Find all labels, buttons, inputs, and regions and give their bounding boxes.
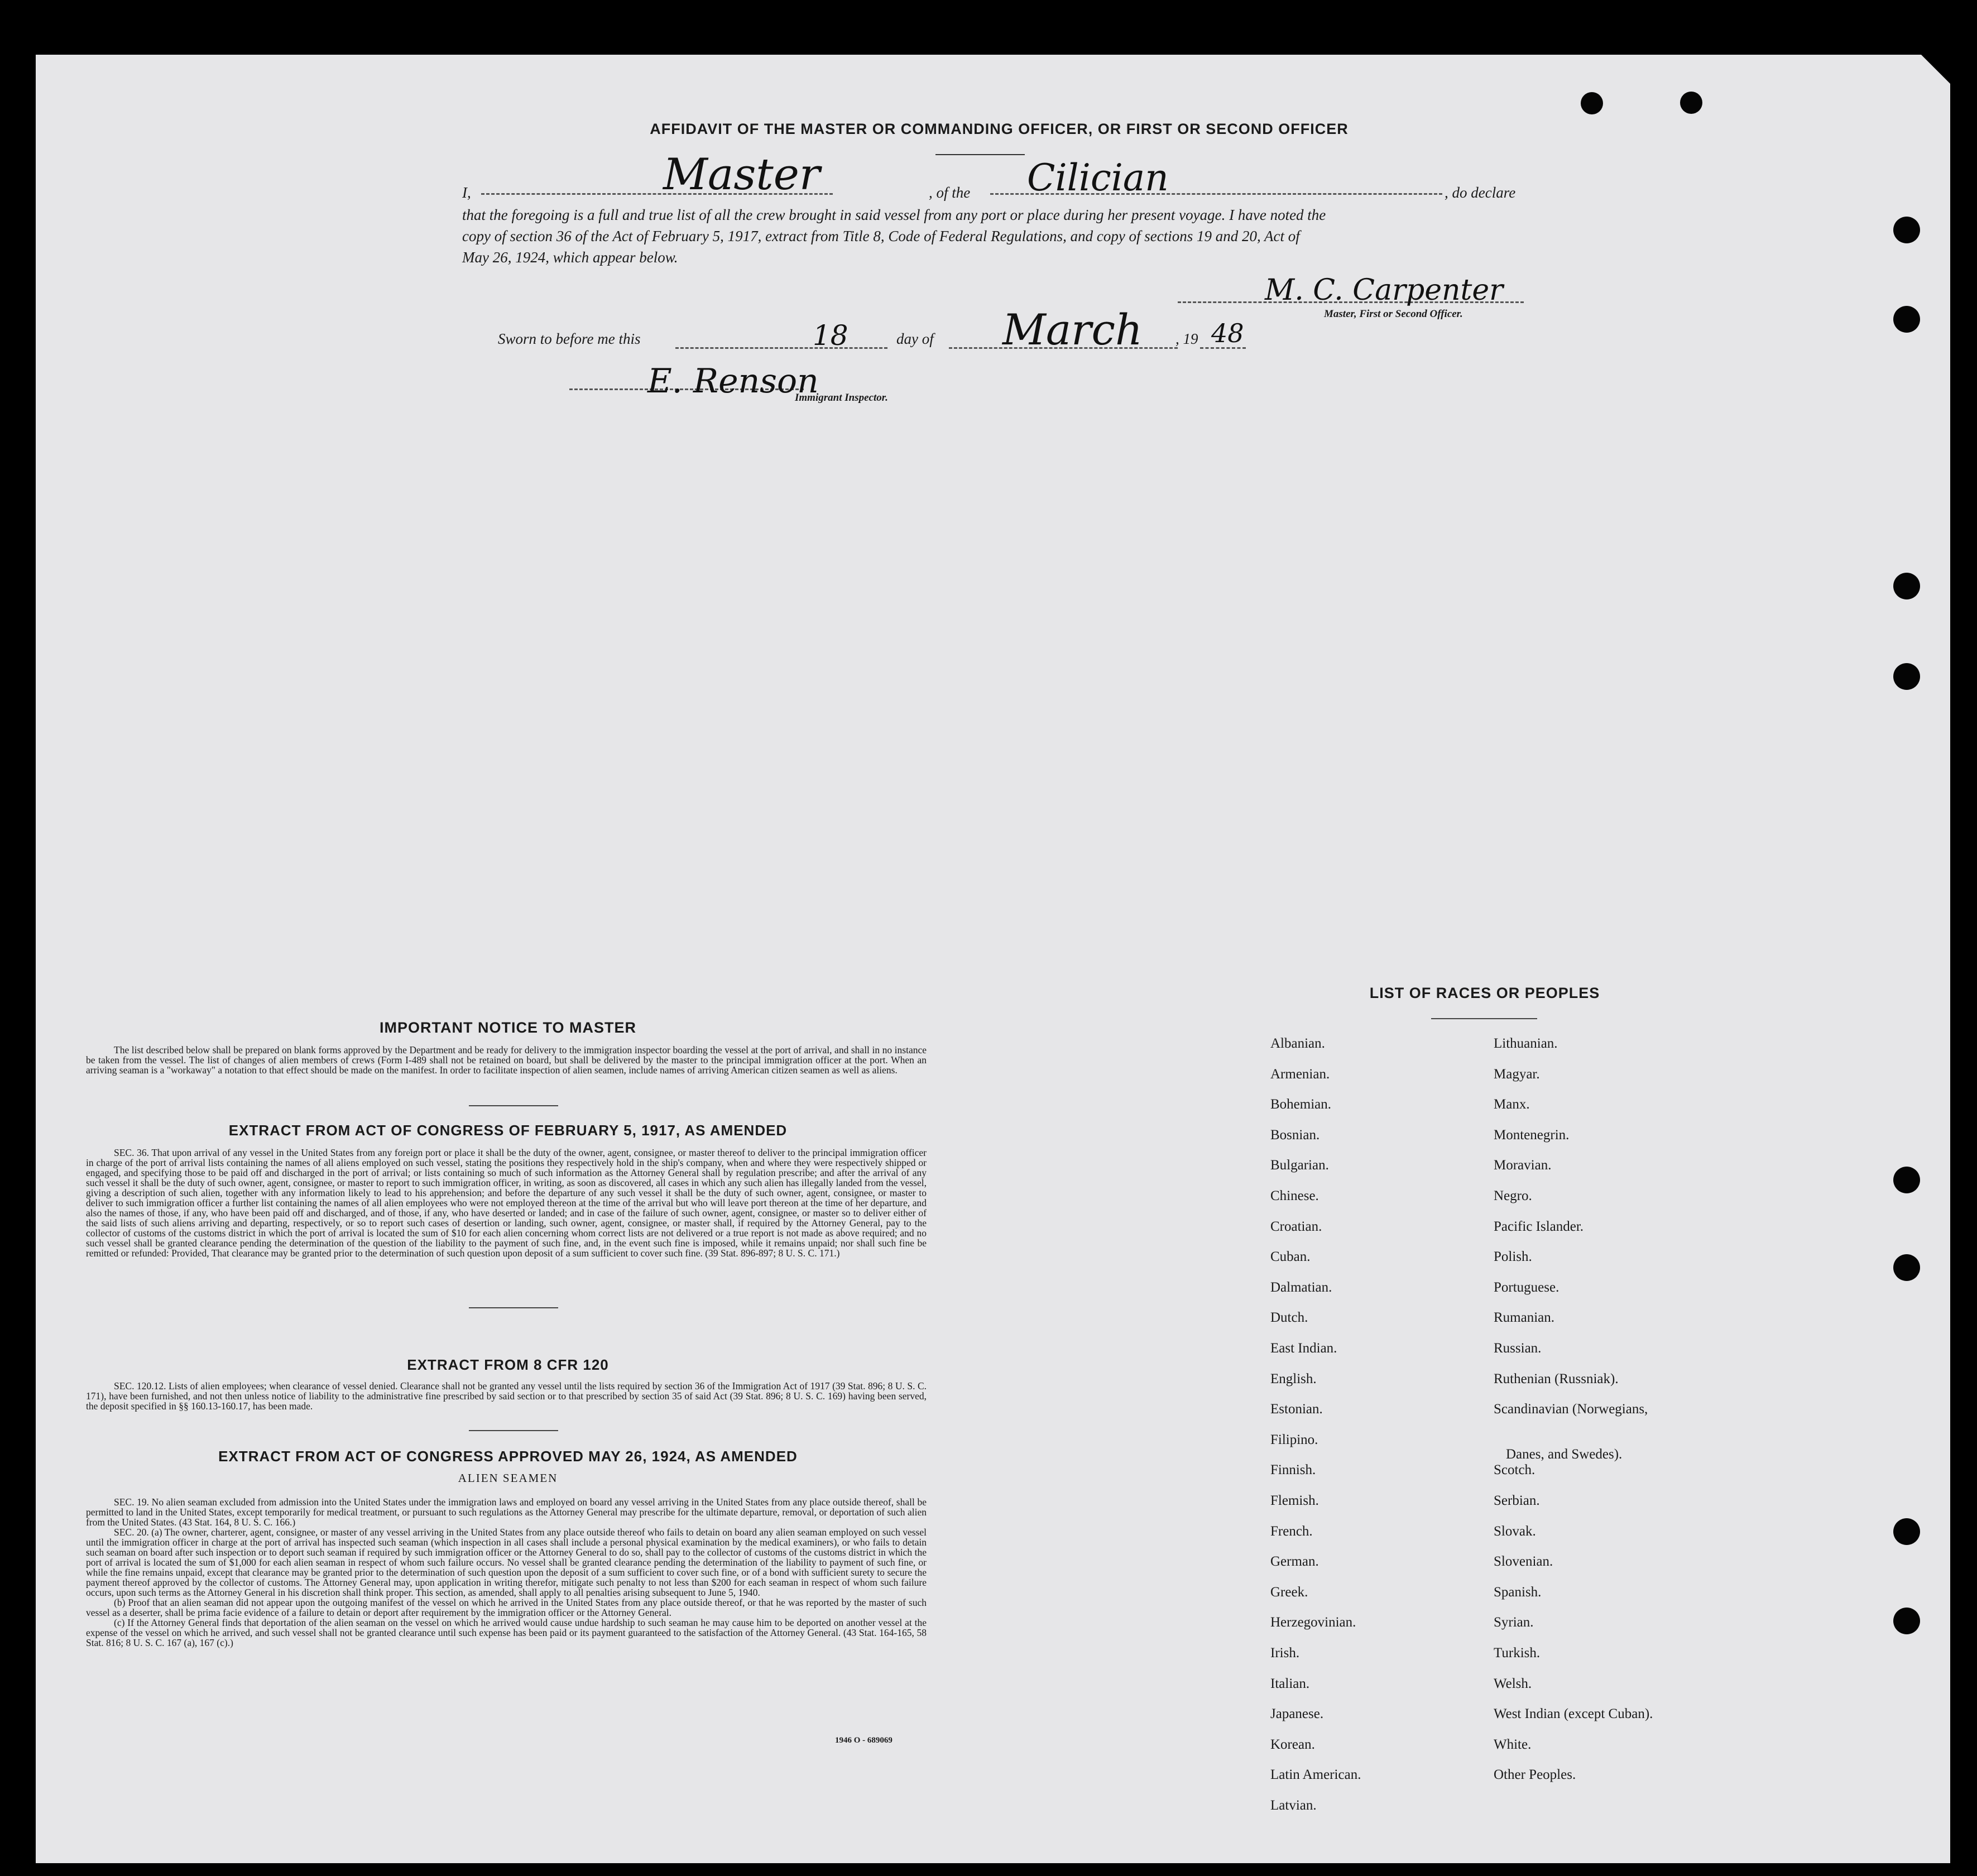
vessel-handwriting: Cilician [1027, 156, 1169, 199]
race-item: Spanish. [1494, 1584, 1542, 1600]
punch-hole [1893, 217, 1920, 243]
race-item: Bohemian. [1270, 1097, 1332, 1112]
races-title: LIST OF RACES OR PEOPLES [1369, 985, 1600, 1001]
race-item: Irish. [1270, 1645, 1300, 1661]
race-item: Cuban. [1270, 1249, 1311, 1265]
race-item: Rumanian. [1494, 1310, 1555, 1326]
race-item: Dutch. [1270, 1310, 1308, 1326]
race-item: Portuguese. [1494, 1279, 1559, 1295]
race-item: Slovenian. [1494, 1554, 1553, 1570]
punch-hole [1893, 1167, 1920, 1193]
race-item: Russian. [1494, 1341, 1542, 1356]
punch-hole [1893, 306, 1920, 333]
vessel-overline [935, 154, 1025, 155]
race-item: Korean. [1270, 1736, 1315, 1752]
extract-1917-title: EXTRACT FROM ACT OF CONGRESS OF FEBRUARY 5, 1917, AS AMENDED [228, 1122, 788, 1139]
punch-hole [1893, 1518, 1920, 1545]
race-item: Moravian. [1494, 1158, 1552, 1173]
declaration-line-2: copy of section 36 of the Act of February 5, 1917, extract from Title 8, Code of Federal Regulations, and copy of sections 19 and 20, Act of [462, 228, 1300, 244]
race-item: Lithuanian. [1494, 1036, 1558, 1051]
inspector-signature: E. Renson [647, 362, 819, 401]
extract-1917-text: SEC. 36. That upon arrival of any vessel in the United States from any foreign port or place it shall be the duty of the owner, agent, consignee, or master thereof to deliver to the principal immigration officer in charge of the port of arrival lists containing the names of all aliens employed on such vessel, stating the positions they respectively hold in the ship's company, when and where they were respectively shipped or engaged, and specifying those to be paid off and discharged in the port of arrival; or lists containing so much of such information as the Attorney General shall by regulation prescribe; and after the arrival of any such vessel it shall be the duty of such owner, agent, consignee, or master to report to such immigration officer, in writing, as soon as discovered, all cases in which any such alien has illegally landed from the vessel, giving a description of such alien, together with any information likely to lead to his apprehension; and before the departure of any such vessel it shall be the duty of such owner, agent, consignee, or master to deliver to such immigration officer a further list containing the names of all alien employees who were not employed thereon at the time of the arrival but who will leave port thereon at the time of her departure, and also the names of those, if any, who have been paid off and discharged, and of those, if any, who have deserted or landed; and in case of the failure of such owner, agent, consignee, or master so to deliver either of the said lists of such aliens arriving and departing, respectively, or so to report such cases of desertion or landing, such owner, agent, consignee, or master shall, if required by the Attorney General, pay to the collector of customs of the customs district in which the port of arrival is located the sum of $10 for each alien concerning whom correct lists are not delivered or a true report is not made as above required; and no such vessel shall be granted clearance pending the determination of the question of the liability to the payment of such fine, and, in the event such fine is imposed, while it remains unpaid; nor shall such fine be remitted or refunded: Provided, That clearance may be granted prior to the determination of such question upon deposit of a sum sufficient to cover such fine. (39 Stat. 896-897; 8 U. S. C. 171.) [86, 1147, 927, 1259]
race-item: Ruthenian (Russniak). [1494, 1371, 1619, 1386]
race-item: Manx. [1494, 1097, 1530, 1112]
declaration-line-1: that the foregoing is a full and true list of all the crew brought in said vessel from any port or place during her present voyage. I have noted the [462, 207, 1326, 223]
divider [469, 1105, 558, 1106]
sec-20c-text: (c) If the Attorney General finds that deportation of the alien seaman on the vessel on which he arrived would cause undue hardship to such seaman he may cause him to be deported on another vessel at the expense of the vessel on which he arrived, and such vessel shall not be granted clearance until such expense has been paid or its payment guaranteed to the satisfaction of the Attorney General. (43 Stat. 164-165, 58 Stat. 816; 8 U. S. C. 167 (a), 167 (c).) [86, 1617, 927, 1648]
signature-caption: Master, First or Second Officer. [1324, 308, 1463, 320]
race-item: Croatian. [1270, 1218, 1322, 1234]
extract-cfr-text: SEC. 120.12. Lists of alien employees; when clearance of vessel denied. Clearance shall not be granted any vessel until the lists required by section 36 of the Immigration Act of 1917 (39 Stat. 896; 8 U. S. C. 171), have been furnished, and not then unless notice of liability to the administrative fine prescribed by said section or to that prescribed by section 35 of said Act (39 Stat. 896; 8 U. S. C. 169) having been served, the deposit specified in §§ 160.13-160.17, has been made. [86, 1380, 927, 1412]
race-item: Scandinavian (Norwegians, [1494, 1402, 1648, 1417]
race-item: Danes, and Swedes). [1506, 1446, 1623, 1462]
punch-hole [1680, 92, 1702, 114]
sec-19-text: SEC. 19. No alien seaman excluded from admission into the United States under the immigration laws and employed on board any vessel arriving in the United States from any place outside thereof, shall be permitted to land in the United States, except temporarily for medical treatment, or pursuant to such regulations as the Attorney General may prescribe for the ultimate departure, removal, or deportation of such alien from the United States. (43 Stat. 164, 8 U. S. C. 166.) [86, 1496, 927, 1528]
race-item: Welsh. [1494, 1676, 1532, 1691]
race-item: Latin American. [1270, 1767, 1361, 1783]
race-item: Bulgarian. [1270, 1158, 1329, 1173]
year-handwriting: 48 [1211, 318, 1244, 348]
race-item: West Indian (except Cuban). [1494, 1706, 1653, 1722]
declaration-line-3: May 26, 1924, which appear below. [462, 249, 678, 266]
race-item: Estonian. [1270, 1402, 1323, 1417]
day-of-label: day of [896, 330, 934, 347]
race-item: Negro. [1494, 1188, 1532, 1203]
divider [469, 1307, 558, 1308]
divider [469, 1430, 558, 1431]
punch-hole [1893, 573, 1920, 599]
extract-1924-body [86, 1497, 927, 1648]
of-the-label: , of the [929, 184, 971, 201]
punch-hole [1581, 92, 1603, 114]
inspector-caption: Immigrant Inspector. [795, 392, 888, 404]
race-item: Slovak. [1494, 1523, 1536, 1539]
race-item: Scotch. [1494, 1462, 1535, 1478]
race-item: East Indian. [1270, 1341, 1337, 1356]
race-item: Armenian. [1270, 1066, 1330, 1082]
race-item: Japanese. [1270, 1706, 1324, 1722]
race-item: Polish. [1494, 1249, 1532, 1265]
race-item: Pacific Islander. [1494, 1218, 1584, 1234]
race-item: Chinese. [1270, 1188, 1319, 1203]
do-declare-label: , do declare [1445, 184, 1516, 201]
race-item: Finnish. [1270, 1462, 1316, 1478]
race-item: Bosnian. [1270, 1127, 1320, 1143]
extract-cfr-title: EXTRACT FROM 8 CFR 120 [407, 1356, 609, 1373]
print-code: 1946 O - 689069 [835, 1736, 892, 1745]
day-handwriting: 18 [813, 319, 848, 352]
year-prefix: , 19 [1175, 330, 1198, 347]
notice-title: IMPORTANT NOTICE TO MASTER [380, 1019, 636, 1036]
divider [1431, 1018, 1537, 1019]
race-item: Dalmatian. [1270, 1279, 1332, 1295]
punch-hole [1893, 663, 1920, 690]
declaration-block [462, 150, 1529, 268]
sec-20b-text: (b) Proof that an alien seaman did not appear upon the outgoing manifest of the vessel on which he arrived in the United States from any place outside thereof, or that he was reported by the master of such vessel as a deserter, shall be prima facie evidence of a failure to detain or deport after requirement by the immigration officer or the Attorney General. [86, 1597, 927, 1618]
race-item: Magyar. [1494, 1066, 1540, 1082]
race-item: Herzegovinian. [1270, 1615, 1356, 1630]
affidavit-title: AFFIDAVIT OF THE MASTER OR COMMANDING OFFICER, OR FIRST OR SECOND OFFICER [650, 121, 1349, 137]
extract-1924-title: EXTRACT FROM ACT OF CONGRESS APPROVED MAY 26, 1924, AS AMENDED [218, 1448, 798, 1465]
name-handwriting: Master [663, 150, 820, 200]
race-item: Greek. [1270, 1584, 1308, 1600]
race-item: White. [1494, 1736, 1532, 1752]
race-item: English. [1270, 1371, 1317, 1386]
race-item: French. [1270, 1523, 1313, 1539]
month-handwriting: March [1002, 305, 1143, 354]
race-item: Latvian. [1270, 1798, 1317, 1813]
race-item: Filipino. [1270, 1432, 1318, 1447]
race-item: Serbian. [1494, 1493, 1540, 1508]
race-item: German. [1270, 1554, 1319, 1570]
master-signature: M. C. Carpenter [1265, 274, 1504, 307]
day-line [675, 347, 887, 349]
race-item: Turkish. [1494, 1645, 1541, 1661]
race-item: Montenegrin. [1494, 1127, 1570, 1143]
race-item: Other Peoples. [1494, 1767, 1576, 1783]
i-label: I, [462, 184, 471, 201]
race-item: Albanian. [1270, 1036, 1325, 1051]
race-item: Flemish. [1270, 1493, 1319, 1508]
race-item: Syrian. [1494, 1615, 1534, 1630]
sworn-label: Sworn to before me this [498, 330, 641, 347]
notice-text: The list described below shall be prepared on blank forms approved by the Department and be ready for delivery to the immigration inspector boarding the vessel at the port of arrival, and shall in no instance be taken from the vessel. The list of changes of alien members of crews (Form I-489 shall not be retained on board, but shall be delivered by the master to the principal immigration officer at the port. When an arriving seaman is a "workaway" a notation to that effect should be made on the manifest. In order to facilitate inspection of alien seamen, include names of arriving American citizen seamen as well as aliens. [86, 1044, 927, 1076]
page-corner [1920, 54, 1954, 87]
sec-20a-text: SEC. 20. (a) The owner, charterer, agent, consignee, or master of any vessel arriving in the United States from any place outside thereof who fails to detain on board any alien seaman employed on such vessel until the immigration officer in charge at the port of arrival has inspected such seaman (which inspection in all cases shall include a personal physical examination by the medical examiners), or who fails to detain such seaman on board after such inspection or to deport such seaman if required by such immigration officer or the Attorney General to do so, shall pay to the collector of customs of the customs district in which the port of arrival is located the sum of $1,000 for each alien seaman in respect of whom such failure occurs. No vessel shall be granted clearance pending the determination of the liability to payment of such fine, or while the fine remains unpaid, except that clearance may be granted prior to the determination of such question upon the deposit of a sum sufficient to cover such fine, or of a bond with sufficient surety to secure the payment thereof approved by the collector of customs. The Attorney General may, upon application in writing therefor, mitigate such penalty to not less than $200 for each seaman in respect of whom such failure occurs, upon such terms as the Attorney General in his discretion shall think proper. This section, as amended, shall apply to all penalties arising subsequent to June 5, 1940. [86, 1527, 927, 1598]
punch-hole [1893, 1254, 1920, 1281]
race-item: Italian. [1270, 1676, 1310, 1691]
extract-1924-subtitle: ALIEN SEAMEN [458, 1471, 558, 1485]
punch-hole [1893, 1608, 1920, 1634]
